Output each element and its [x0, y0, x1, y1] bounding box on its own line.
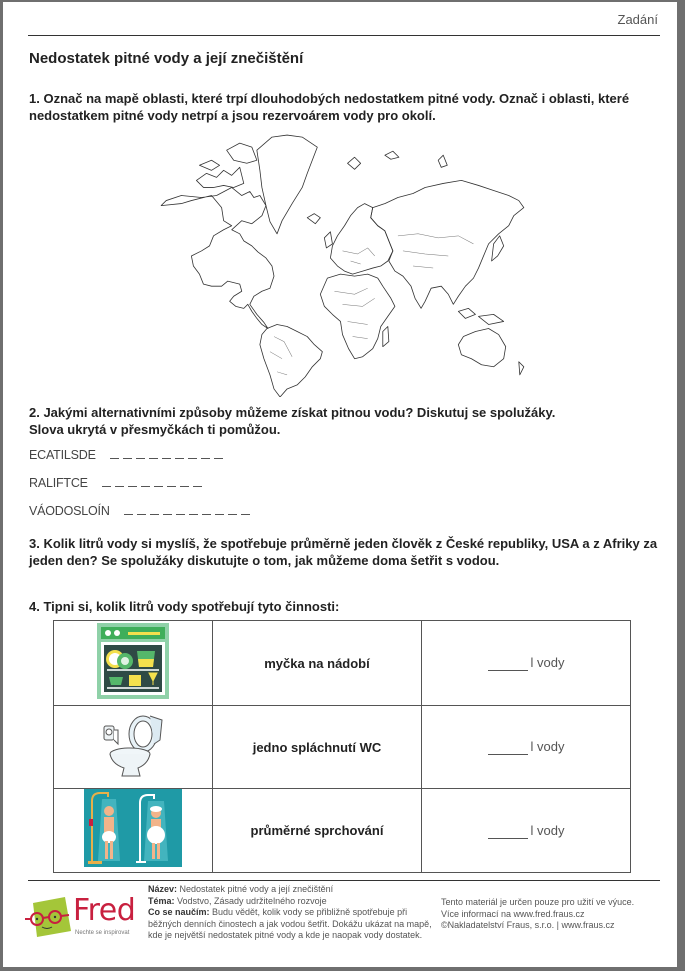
letter-blank[interactable] [141, 476, 150, 487]
answer-blanks[interactable] [124, 504, 250, 515]
activity-label: průměrné sprchování [213, 789, 422, 873]
unit-label: l vody [530, 739, 565, 754]
meta-label: Téma: [148, 895, 175, 906]
table-row [54, 789, 631, 873]
letter-blank[interactable] [241, 504, 250, 515]
page-title: Nedostatek pitné vody a její znečištění [29, 50, 304, 67]
letter-blank[interactable] [215, 504, 224, 515]
dishwasher-icon [97, 623, 169, 699]
fred-logo[interactable] [25, 895, 140, 945]
meta-value: Vodstvo, Zásady udržitelného rozvoje [174, 895, 327, 906]
legal-line-link[interactable]: Více informací na www.fred.fraus.cz [441, 908, 585, 919]
answer-blank[interactable] [488, 823, 528, 839]
question-4: 4. Tipni si, kolik litrů vody spotřebují tyto činnosti: [29, 599, 340, 614]
logo-tagline: Nechte se inspirovat [75, 930, 130, 936]
europe-outline [330, 204, 392, 275]
meta-label: Co se naučím: [148, 907, 210, 917]
letter-blank[interactable] [202, 504, 211, 515]
letter-blank[interactable] [154, 476, 163, 487]
answer-cell[interactable] [422, 706, 631, 789]
legal-line: Tento materiál je určen pouze pro užití ve výuce. [441, 897, 635, 907]
letter-blank[interactable] [162, 448, 171, 459]
anagram-row [29, 476, 202, 490]
letter-blank[interactable] [115, 476, 124, 487]
footer-divider [28, 880, 660, 881]
letter-blank[interactable] [150, 504, 159, 515]
toilet-icon [100, 710, 166, 780]
answer-blank[interactable] [488, 739, 528, 755]
letter-blank[interactable] [180, 476, 189, 487]
logo-wordmark: Fred [73, 893, 136, 928]
legal-line-copyright[interactable]: ©Nakladatelství Fraus, s.r.o. | www.fraus.cz [441, 920, 615, 930]
anagram-row [29, 504, 250, 518]
question-2-line-2: Slova ukrytá v přesmyčkách ti pomůžou. [29, 422, 281, 437]
answer-blanks[interactable] [110, 448, 223, 459]
meta-naucim [148, 907, 433, 942]
answer-blanks[interactable] [102, 476, 202, 487]
activity-label: myčka na nádobí [213, 621, 422, 706]
table-row [54, 621, 631, 706]
letter-blank[interactable] [136, 448, 145, 459]
answer-cell[interactable] [422, 789, 631, 873]
greenland-outline [257, 135, 317, 234]
letter-blank[interactable] [193, 476, 202, 487]
question-2-line-1: 2. Jakými alternativními způsoby můžeme získat pitnou vodu? Diskutuj se spolužáky. [29, 405, 556, 420]
image-cell [54, 621, 213, 706]
letter-blank[interactable] [163, 504, 172, 515]
south-america-outline [260, 324, 322, 397]
question-2 [29, 404, 649, 438]
anagram-word: RALIFTCE [29, 476, 88, 490]
answer-blank[interactable] [488, 655, 528, 671]
world-map-icon[interactable] [160, 125, 525, 397]
anagram-word: ECATILSDE [29, 448, 96, 462]
letter-blank[interactable] [189, 504, 198, 515]
letter-blank[interactable] [128, 476, 137, 487]
north-america-outline [161, 187, 274, 328]
meta-value: Budu vědět, kolik vody se přibližně spotřebuje při běžných denních činostech a jak vodou šetřit. Dokážu ukázat na mapě, kde je největší nedostatek pitné vody a kde je naopak vody dostatek. [148, 907, 432, 940]
answer-cell[interactable] [422, 621, 631, 706]
letter-blank[interactable] [228, 504, 237, 515]
meta-label: Název: [148, 884, 178, 894]
table-row [54, 706, 631, 789]
letter-blank[interactable] [175, 448, 184, 459]
anagram-word: VÁODOSLOÍN [29, 504, 110, 518]
image-cell [54, 789, 213, 873]
header-divider [28, 35, 660, 36]
letter-blank[interactable] [102, 476, 111, 487]
australia-outline [458, 328, 505, 366]
activity-label: jedno spláchnutí WC [213, 706, 422, 789]
letter-blank[interactable] [110, 448, 119, 459]
footer-meta [148, 884, 433, 942]
unit-label: l vody [530, 822, 565, 838]
letter-blank[interactable] [201, 448, 210, 459]
fred-logo-icon [25, 897, 73, 937]
letter-blank[interactable] [123, 448, 132, 459]
footer-legal [441, 897, 671, 932]
letter-blank[interactable] [124, 504, 133, 515]
question-3: 3. Kolik litrů vody si myslíš, že spotřebuje průměrně jeden člověk z České republiky, USA a z Afriky za jeden den? Se spolužáky diskutujte o tom, jak můžeme doma šetřit s vodou. [29, 536, 658, 568]
meta-value: Nedostatek pitné vody a její znečištění [177, 884, 334, 894]
activities-table [53, 620, 631, 873]
letter-blank[interactable] [137, 504, 146, 515]
letter-blank[interactable] [149, 448, 158, 459]
letter-blank[interactable] [214, 448, 223, 459]
asia-outline [371, 180, 524, 308]
anagram-row [29, 448, 223, 462]
letter-blank[interactable] [167, 476, 176, 487]
image-cell [54, 706, 213, 789]
unit-label: l vody [530, 655, 565, 670]
letter-blank[interactable] [176, 504, 185, 515]
letter-blank[interactable] [188, 448, 197, 459]
header-label: Zadání [617, 12, 658, 27]
shower-icon [84, 789, 182, 867]
worksheet-page [3, 2, 677, 967]
meta-nazev [148, 884, 433, 896]
meta-tema [148, 896, 433, 908]
question-1: 1. Označ na mapě oblasti, které trpí dlouhodobých nedostatkem pitné vody. Označ i oblasti, které nedostatkem pitné vody netrpí a jsou rezervoárem vody pro okolí. [29, 91, 630, 123]
